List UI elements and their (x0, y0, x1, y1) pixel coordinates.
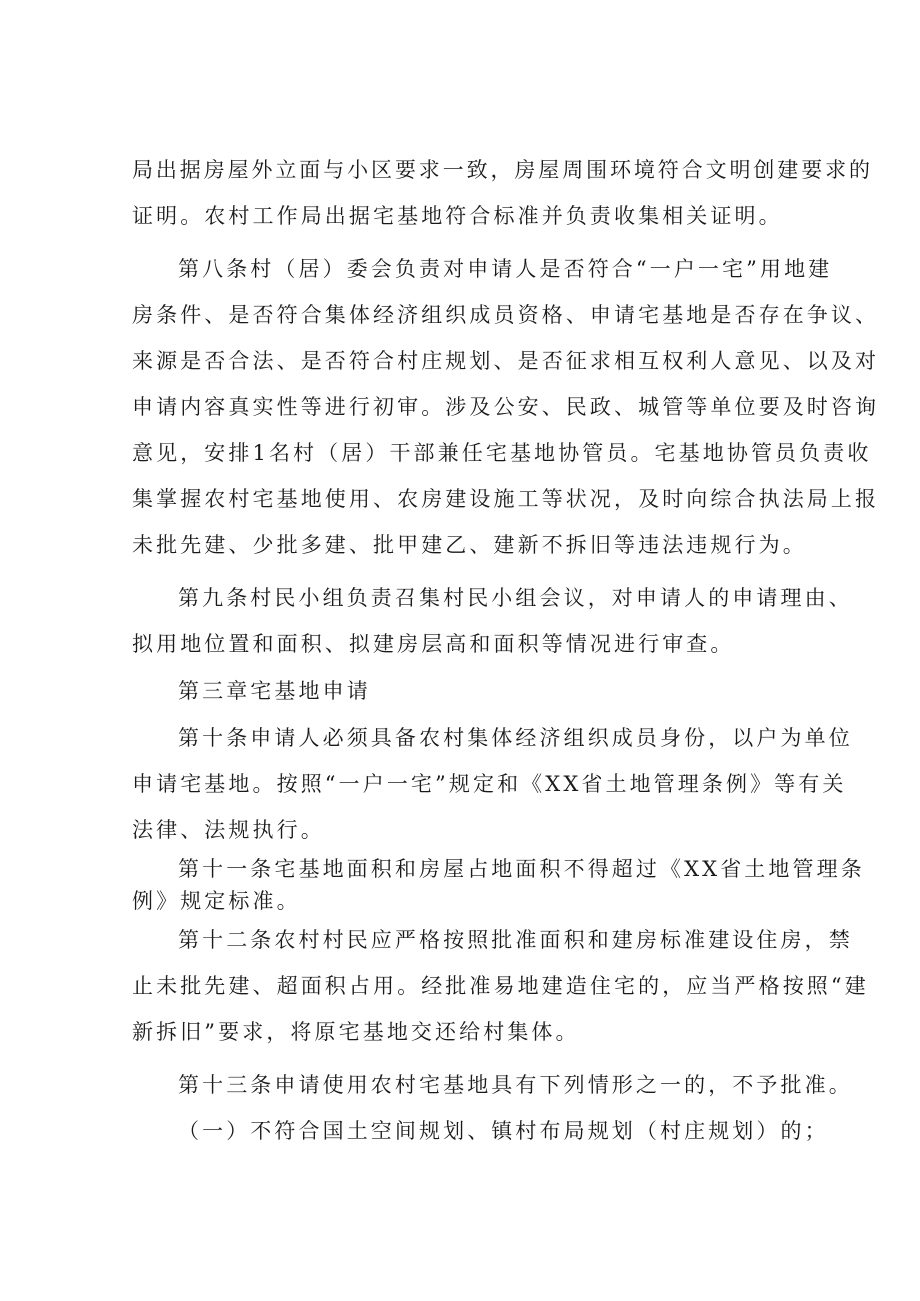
article-9-line-2: 拟用地位置和面积、拟建房层高和面积等情况进行审查。 (132, 632, 735, 656)
article-11-line-1: 第十一条宅基地面积和房屋占地面积不得超过《XX省土地管理条 (178, 857, 865, 881)
article-8-line-7: 未批先建、少批多建、批甲建乙、建新不拆旧等违法违规行为。 (132, 533, 807, 557)
article-8-line-5: 意见，安排1名村（居）干部兼任宅基地协管员。宅基地协管员负责收 (132, 441, 872, 465)
article-12-line-2: 止未批先建、超面积占用。经批准易地建造住宅的，应当严格按照“建 (132, 974, 869, 998)
article-8-line-2: 房条件、是否符合集体经济组织成员资格、申请宅基地是否存在争议、 (132, 303, 880, 327)
article-8-line-3: 来源是否合法、是否符合村庄规划、是否征求相互权利人意见、以及对 (132, 349, 880, 373)
article-13-item-1: （一）不符合国土空间规划、镇村布局规划（村庄规划）的； (178, 1119, 829, 1143)
article-9-line-1: 第九条村民小组负责召集村民小组会议，对申请人的申请理由、 (178, 586, 853, 610)
article-8-line-6: 集掌握农村宅基地使用、农房建设施工等状况，及时向综合执法局上报 (132, 487, 880, 511)
chapter-3-heading: 第三章宅基地申请 (178, 679, 371, 703)
text-line-2: 证明。农村工作局出据宅基地符合标准并负责收集相关证明。 (132, 204, 783, 228)
article-12-line-3: 新拆旧”要求，将原宅基地交还给村集体。 (132, 1020, 580, 1044)
article-10-line-3: 法律、法规执行。 (132, 818, 325, 842)
article-8-line-1: 第八条村（居）委会负责对申请人是否符合“一户一宅”用地建 (178, 257, 833, 281)
article-12-line-1: 第十二条农村村民应严格按照批准面积和建房标准建设住房，禁 (178, 928, 853, 952)
text-line-1: 局出据房屋外立面与小区要求一致，房屋周围环境符合文明创建要求的 (132, 158, 873, 182)
article-11-line-2: 例》规定标准。 (132, 889, 301, 913)
article-10-line-1: 第十条申请人必须具备农村集体经济组织成员身份，以户为单位 (178, 726, 853, 750)
article-13-line-1: 第十三条申请使用农村宅基地具有下列情形之一的，不予批准。 (178, 1073, 853, 1097)
article-8-line-4: 申请内容真实性等进行初审。涉及公安、民政、城管等单位要及时咨询 (132, 395, 880, 419)
article-10-line-2: 申请宅基地。按照“一户一宅”规定和《XX省土地管理条例》等有关 (132, 772, 847, 796)
